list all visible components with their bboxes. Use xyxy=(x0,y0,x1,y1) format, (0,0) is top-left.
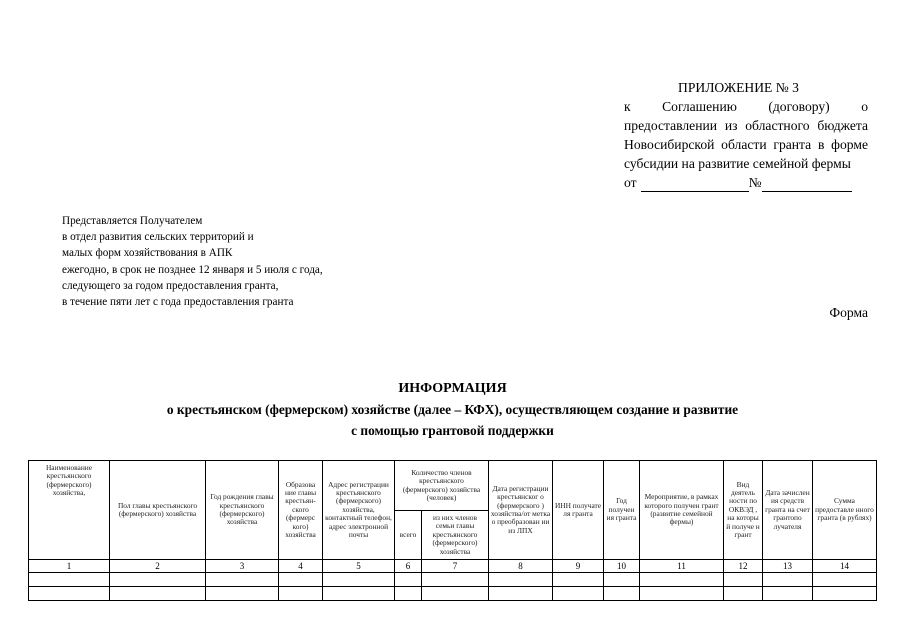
table-cell[interactable] xyxy=(422,587,489,601)
header-grant-year: Год получен ия гранта xyxy=(604,461,640,560)
column-number: 6 xyxy=(395,560,422,573)
header-grant-sum: Сумма предоставле нного гранта (в рублях) xyxy=(813,461,877,560)
table-cell[interactable] xyxy=(206,587,279,601)
header-members-total: всего xyxy=(395,511,422,560)
header-address: Адрес регистрации крестьянского (фермерского) хозяйства, контактный телефон, адрес электронной почты xyxy=(323,461,395,560)
column-number: 7 xyxy=(422,560,489,573)
document-subtitle: о крестьянском (фермерском) хозяйстве (далее – КФХ), осуществляющем создание и развитие xyxy=(166,402,739,417)
info-table xyxy=(28,460,877,601)
table-cell[interactable] xyxy=(395,587,422,601)
table-cell[interactable] xyxy=(813,573,877,587)
column-number-row xyxy=(29,560,877,573)
column-number: 8 xyxy=(489,560,553,573)
table-cell[interactable] xyxy=(279,573,323,587)
table-cell[interactable] xyxy=(489,587,553,601)
header-name: Наименование крестьянского (фермерского) хозяйства, xyxy=(29,461,110,560)
table-cell[interactable] xyxy=(489,573,553,587)
table-cell[interactable] xyxy=(553,573,604,587)
header-credit-date: Дата зачислен ия средств гранта на счет грантопо лучателя xyxy=(763,461,813,560)
table-cell[interactable] xyxy=(29,587,110,601)
header-registration-date: Дата регистрации крестьянског о (фермерского ) хозяйства/от метка о преобразован ии из ЛПХ xyxy=(489,461,553,560)
table-cell[interactable] xyxy=(110,587,206,601)
submission-line: малых форм хозяйствования в АПК xyxy=(62,247,233,260)
table-cell[interactable] xyxy=(279,587,323,601)
table-cell[interactable] xyxy=(724,573,763,587)
header-activity: Мероприятие, в рамках которого получен грант (развитие семейной фермы) xyxy=(640,461,724,560)
date-prefix: от xyxy=(624,175,637,190)
column-number: 2 xyxy=(110,560,206,573)
column-number: 13 xyxy=(763,560,813,573)
header-birth-year: Год рождения главы крестьянского (фермерского) хозяйства xyxy=(206,461,279,560)
column-number: 11 xyxy=(640,560,724,573)
table-cell[interactable] xyxy=(395,573,422,587)
table-cell[interactable] xyxy=(724,587,763,601)
table-cell[interactable] xyxy=(553,587,604,601)
column-number: 3 xyxy=(206,560,279,573)
header-members-family: из них членов семьи главы крестьянского (фермерского) хозяйства xyxy=(422,511,489,560)
submission-line: ежегодно, в срок не позднее 12 января и 5 июля с года, xyxy=(62,263,323,276)
document-title: ИНФОРМАЦИЯ xyxy=(398,381,507,396)
number-sign: № xyxy=(748,175,762,190)
column-number: 10 xyxy=(604,560,640,573)
submission-line: в отдел развития сельских территорий и xyxy=(62,231,254,244)
column-number: 14 xyxy=(813,560,877,573)
submission-line: следующего за годом предоставления гранта, xyxy=(62,279,279,292)
column-number: 1 xyxy=(29,560,110,573)
header-inn: ИНН получате ля гранта xyxy=(553,461,604,560)
table-cell[interactable] xyxy=(323,587,395,601)
column-number: 5 xyxy=(323,560,395,573)
header-gender: Пол главы крестьянского (фермерского) хозяйства xyxy=(110,461,206,560)
column-number: 12 xyxy=(724,560,763,573)
table-cell[interactable] xyxy=(110,573,206,587)
table-cell[interactable] xyxy=(422,573,489,587)
table-cell[interactable] xyxy=(640,587,724,601)
column-number: 4 xyxy=(279,560,323,573)
appendix-date-line xyxy=(624,173,868,192)
column-number: 9 xyxy=(553,560,604,573)
submission-line: в течение пяти лет с года предоставления гранта xyxy=(62,296,294,309)
header-okved: Вид деятель ности по ОКВЭД , на которы й получе н грант xyxy=(724,461,763,560)
table-row xyxy=(29,587,877,601)
table-cell[interactable] xyxy=(323,573,395,587)
table-cell[interactable] xyxy=(604,587,640,601)
table-cell[interactable] xyxy=(813,587,877,601)
table-cell[interactable] xyxy=(763,573,813,587)
date-blank xyxy=(641,178,749,192)
appendix-heading: ПРИЛОЖЕНИЕ № 3 xyxy=(678,80,799,95)
table-cell[interactable] xyxy=(604,573,640,587)
form-label: Форма xyxy=(829,305,868,320)
header-members-group: Количество членов крестьянского (фермерского) хозяйства (человек) xyxy=(395,461,489,511)
table-cell[interactable] xyxy=(29,573,110,587)
header-row xyxy=(29,461,877,511)
header-education: Образова ние главы крестьян- ского (фермерс кого) хозяйства xyxy=(279,461,323,560)
table-cell[interactable] xyxy=(763,587,813,601)
submission-note xyxy=(62,213,323,310)
submission-line: Представляется Получателем xyxy=(62,215,203,227)
appendix-body: к Соглашению (договору) о предоставлении из областного бюджета Новосибирской области гранта в форме субсидии на развитие семейной фермы xyxy=(624,99,868,171)
table-cell[interactable] xyxy=(640,573,724,587)
table-row xyxy=(29,573,877,587)
document-subtitle-2: с помощью грантовой поддержки xyxy=(351,423,554,438)
table-cell[interactable] xyxy=(206,573,279,587)
number-blank xyxy=(762,178,852,192)
appendix-block xyxy=(624,78,868,192)
